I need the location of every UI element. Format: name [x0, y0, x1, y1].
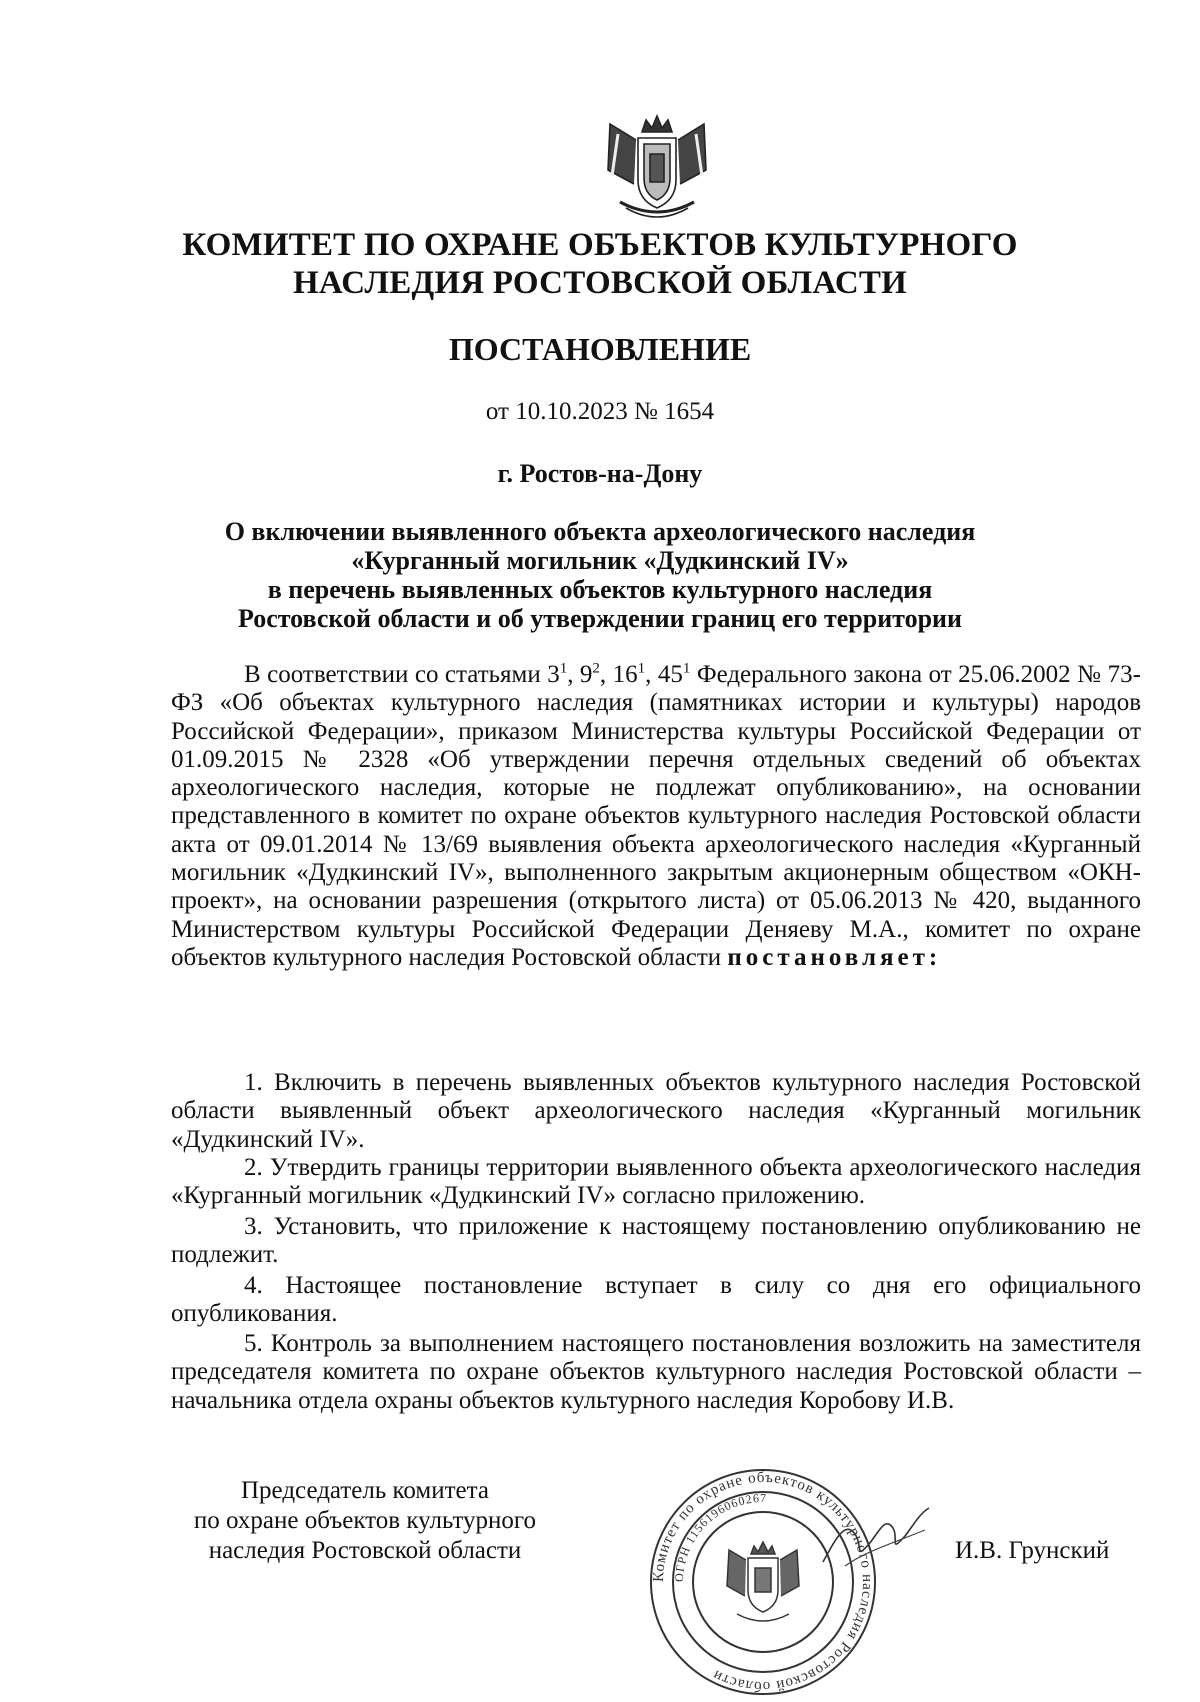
- decree-item-5: 5. Контроль за выполнением настоящего постановления возложить на заместителя председателя комитета по охране объектов культурного наследия Ростовской области – начальника отдела охраны объектов культурного наследия Коробову И.В.: [171, 1330, 1141, 1414]
- organization-name-line-2: НАСЛЕДИЯ РОСТОВСКОЙ ОБЛАСТИ: [293, 265, 907, 301]
- document-title-line-2: «Курганный могильник «Дудкинский IV»: [351, 546, 849, 575]
- handwritten-signature-icon: [815, 1500, 935, 1580]
- coat-of-arms-icon: [598, 110, 716, 220]
- decree-item-1: 1. Включить в перечень выявленных объектов культурного наследия Ростовской области выявленный объект археологического наследия «Курганный могильник «Дудкинский IV».: [171, 1069, 1141, 1153]
- document-title-line-4: Ростовской области и об утверждении границ его территории: [237, 604, 963, 633]
- signatory-title-line-3: наследия Ростовской области: [208, 1537, 522, 1564]
- document-title-line-3: в перечень выявленных объектов культурного наследия: [267, 575, 933, 604]
- organization-name-line-1: КОМИТЕТ ПО ОХРАНЕ ОБЪЕКТОВ КУЛЬТУРНОГО: [182, 227, 1018, 263]
- decree-item-4: 4. Настоящее постановление вступает в силу со дня его официального опубликования.: [171, 1272, 1141, 1328]
- decree-word: постановляет:: [727, 943, 942, 971]
- preamble-paragraph: В соответствии со статьями $3^1$, $9^2$, $16^1$, $45^1$ Федерального закона от 25.06.2002 № 73-ФЗ «Об объектах культурного наследия (памятниках истории и культуры) народов Российской Федерации», приказом Министерства культуры Российской Федерации от 01.09.2015 № 2328 «Об утверждении перечня отдельных сведений об объектах археологического наследия, которые не подлежат опубликованию», на основании представленного в комитет по охране объектов культурного наследия Ростовской области акта от 09.01.2014 № 13/69 выявления объекта археологического наследия «Курганный могильник «Дудкинский IV», выполненного закрытым акционерным обществом «ОКН-проект», на основании разрешения (открытого листа) от 05.06.2013 № 420, выданного Министерством культуры Российской Федерации Деняеву М.А., комитет по охране объектов культурного наследия Ростовской области постановляет:: [171, 660, 1142, 971]
- document-date-number: от 10.10.2023 № 1654: [485, 398, 715, 425]
- official-seal-icon: [643, 1462, 883, 1702]
- signatory-name: И.В. Грунский: [955, 1537, 1110, 1564]
- decree-item-3: 3. Установить, что приложение к настоящему постановлению опубликованию не подлежит.: [171, 1213, 1141, 1269]
- document-type: ПОСТАНОВЛЕНИЕ: [448, 331, 752, 367]
- signatory-title-line-2: по охране объектов культурного: [193, 1507, 537, 1534]
- document-city: г. Ростов-на-Дону: [497, 459, 703, 488]
- signatory-title-line-1: Председатель комитета: [241, 1477, 489, 1504]
- svg-text:ОГРН 1156196060267: ОГРН 1156196060267: [671, 1490, 768, 1583]
- document-title-line-1: О включении выявленного объекта археологического наследия: [224, 517, 976, 546]
- decree-item-2: 2. Утвердить границы территории выявленного объекта археологического наследия «Курганный могильник «Дудкинский IV» согласно приложению.: [171, 1154, 1141, 1210]
- svg-text:Комитет по охране объектов кул: Комитет по охране объектов культурного наследия Ростовской области: [650, 1469, 876, 1695]
